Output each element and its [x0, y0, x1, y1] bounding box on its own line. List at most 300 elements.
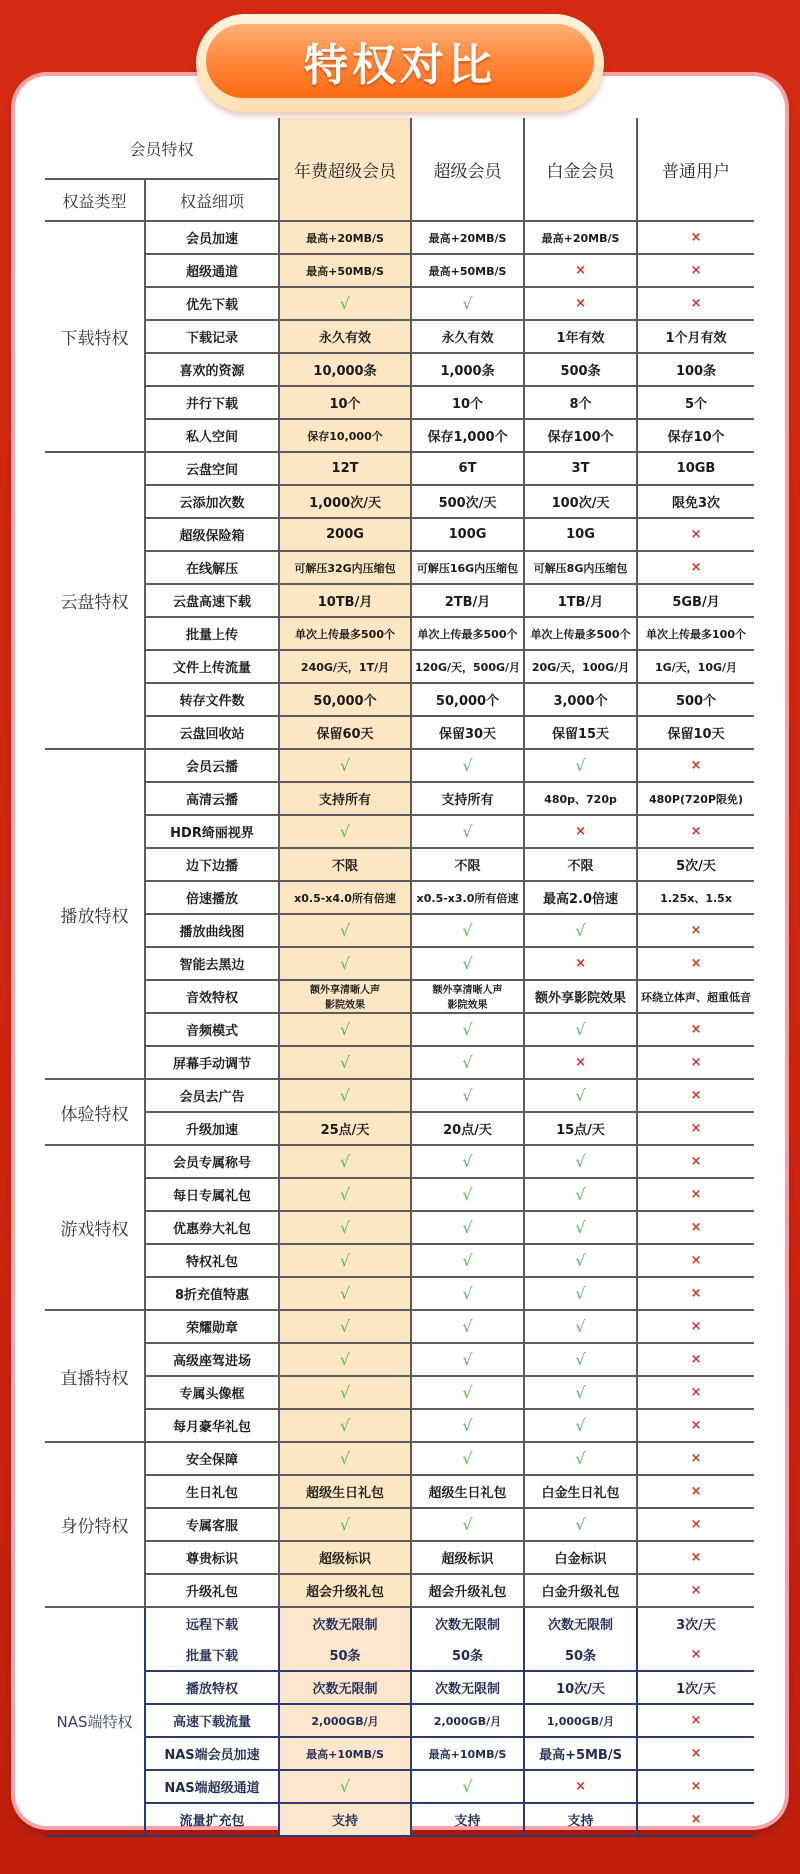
value-regular: 5GB/月: [672, 595, 720, 610]
check-icon: √: [462, 1185, 473, 1204]
value-regular: 1个月有效: [665, 331, 727, 346]
table-cell: [524, 485, 637, 518]
table-cell: [411, 980, 524, 1013]
table-row: [45, 650, 754, 683]
check-icon: √: [575, 1218, 586, 1237]
value-annual-super: 不限: [332, 859, 359, 874]
table-cell: [637, 1178, 754, 1211]
value-annual-super: 1,000次/天: [309, 496, 381, 511]
table-cell: [524, 254, 637, 287]
check-icon: √: [575, 756, 586, 775]
table-row: [45, 1508, 754, 1541]
header-group-label: 会员特权: [129, 139, 194, 159]
value-platinum: 次数无限制: [548, 1618, 614, 1633]
table-cell: [279, 1639, 411, 1671]
table-cell: [524, 1508, 637, 1541]
table-cell: [637, 584, 754, 617]
table-row: [45, 1671, 754, 1704]
table-cell: [637, 716, 754, 749]
value-super: 最高+50MB/S: [428, 264, 507, 278]
check-icon: √: [462, 1152, 473, 1171]
table-cell: [279, 485, 411, 518]
value-platinum: 最高2.0倍速: [543, 892, 619, 907]
benefit-item: 8折充值特惠: [145, 1277, 279, 1310]
table-cell: [411, 815, 524, 848]
table-cell: [524, 1079, 637, 1112]
table-cell: [637, 1046, 754, 1079]
value-regular: 保留10天: [667, 727, 725, 742]
table-cell: [411, 254, 524, 287]
table-cell: [411, 1704, 524, 1737]
check-icon: √: [339, 1053, 351, 1072]
value-regular: 5个: [684, 397, 708, 412]
table-cell: [279, 1409, 411, 1442]
table-cell: [524, 650, 637, 683]
table-row: [45, 848, 754, 881]
table-cell: [637, 1639, 754, 1671]
value-platinum: 3T: [571, 461, 590, 476]
table-cell: [279, 749, 411, 782]
check-icon: √: [575, 921, 586, 940]
table-cell: [524, 749, 637, 782]
check-icon: √: [575, 1185, 586, 1204]
cross-icon: ×: [690, 263, 702, 278]
table-cell: [279, 551, 411, 584]
table-cell: [279, 1607, 411, 1639]
table-cell: [524, 1013, 637, 1046]
table-row: [45, 1178, 754, 1211]
cross-icon: ×: [575, 263, 586, 278]
table-cell: [637, 1376, 754, 1409]
value-annual-super: 额外享清晰人声 影院效果: [310, 984, 381, 1011]
table-cell: [637, 1079, 754, 1112]
table-row: [45, 320, 754, 353]
value-super: 120G/天，500G/月: [415, 660, 521, 674]
check-icon: √: [575, 1020, 586, 1039]
table-cell: [524, 287, 637, 320]
section-label: 身份特权: [45, 1442, 145, 1607]
section-label: 直播特权: [45, 1310, 145, 1442]
table-cell: [524, 716, 637, 749]
benefit-item: 私人空间: [145, 419, 279, 452]
table-cell: [524, 947, 637, 980]
table-cell: [637, 1803, 754, 1836]
check-icon: √: [575, 1284, 586, 1303]
table-cell: [637, 1343, 754, 1376]
value-super: 50条: [451, 1649, 484, 1664]
section-label: NAS端特权: [45, 1607, 145, 1836]
table-row: [45, 254, 754, 287]
table-cell: [637, 485, 754, 518]
table-cell: [637, 254, 754, 287]
benefit-item: 升级加速: [145, 1112, 279, 1145]
header-type-label: 权益类型: [45, 179, 145, 221]
benefit-item: 会员加速: [145, 221, 279, 254]
benefit-item: 每月豪华礼包: [145, 1409, 279, 1442]
table-cell: [411, 518, 524, 551]
table-cell: [411, 617, 524, 650]
table-cell: [524, 1737, 637, 1770]
benefit-item: 荣耀勋章: [145, 1310, 279, 1343]
table-cell: [524, 1704, 637, 1737]
title-banner: [196, 14, 604, 112]
cross-icon: ×: [690, 1550, 702, 1565]
check-icon: √: [339, 1777, 351, 1796]
header-col-annual-super: 年费超级会员: [279, 118, 411, 221]
benefit-item: 高速下载流量: [145, 1704, 279, 1737]
table-cell: [524, 914, 637, 947]
table-cell: [411, 782, 524, 815]
table-cell: [411, 716, 524, 749]
value-super: 2,000GB/月: [433, 1714, 502, 1728]
table-cell: [637, 1409, 754, 1442]
value-regular: 480P(720P限免): [648, 792, 744, 806]
value-annual-super: 10个: [329, 397, 361, 412]
table-row: [45, 1244, 754, 1277]
check-icon: √: [462, 1284, 473, 1303]
value-platinum: 1TB/月: [557, 595, 604, 610]
table-cell: [524, 1475, 637, 1508]
benefit-item: 播放特权: [145, 1671, 279, 1704]
table-row: [45, 749, 754, 782]
table-cell: [524, 353, 637, 386]
table-cell: [411, 749, 524, 782]
check-icon: √: [462, 1251, 473, 1270]
value-super: 支持所有: [441, 793, 494, 808]
value-super: 次数无限制: [435, 1682, 501, 1697]
table-cell: [279, 1046, 411, 1079]
table-cell: [637, 1475, 754, 1508]
table-cell: [524, 1112, 637, 1145]
cross-icon: ×: [690, 1418, 702, 1433]
table-cell: [637, 1770, 754, 1803]
table-cell: [524, 683, 637, 716]
table-cell: [279, 320, 411, 353]
value-annual-super: 25点/天: [320, 1123, 370, 1138]
table-cell: [411, 1770, 524, 1803]
check-icon: √: [339, 1218, 351, 1237]
value-regular: 1次/天: [676, 1682, 716, 1697]
table-cell: [279, 1704, 411, 1737]
value-platinum: 保留15天: [551, 727, 610, 742]
value-annual-super: 最高+10MB/S: [306, 1747, 384, 1761]
table-cell: [411, 1277, 524, 1310]
table-row: [45, 1013, 754, 1046]
table-cell: [524, 452, 637, 485]
check-icon: √: [339, 1185, 351, 1204]
table-cell: [411, 1376, 524, 1409]
value-regular: 100条: [675, 364, 717, 379]
table-row: [45, 1079, 754, 1112]
value-annual-super: 240G/天，1T/月: [300, 660, 390, 674]
check-icon: √: [575, 1152, 586, 1171]
table-cell: [524, 1574, 637, 1607]
check-icon: √: [462, 1317, 473, 1336]
table-cell: [524, 221, 637, 254]
table-cell: [279, 683, 411, 716]
check-icon: √: [339, 954, 351, 973]
value-regular: 环绕立体声、超重低音: [641, 990, 752, 1004]
table-cell: [411, 1343, 524, 1376]
table-cell: [411, 1079, 524, 1112]
table-cell: [524, 1310, 637, 1343]
benefit-item: 优先下载: [145, 287, 279, 320]
benefit-item: 音效特权: [145, 980, 279, 1013]
cross-icon: ×: [690, 1352, 702, 1367]
privilege-comparison-table: [45, 118, 754, 1837]
benefit-item: 高清云播: [145, 782, 279, 815]
benefit-item: 喜欢的资源: [145, 353, 279, 386]
table-cell: [411, 353, 524, 386]
table-cell: [279, 947, 411, 980]
cross-icon: ×: [690, 1121, 702, 1136]
table-row: [45, 1475, 754, 1508]
value-annual-super: 支持: [332, 1814, 359, 1829]
benefit-item: 会员云播: [145, 749, 279, 782]
table-row: [45, 1737, 754, 1770]
table-cell: [279, 1475, 411, 1508]
value-annual-super: 保留60天: [316, 727, 374, 742]
cross-icon: ×: [690, 1517, 702, 1532]
benefit-item: 智能去黑边: [145, 947, 279, 980]
table-cell: [524, 1145, 637, 1178]
check-icon: √: [462, 1020, 473, 1039]
table-cell: [637, 1244, 754, 1277]
cross-icon: ×: [690, 1647, 702, 1662]
benefit-item: 生日礼包: [145, 1475, 279, 1508]
table-row: [45, 1310, 754, 1343]
table-cell: [411, 386, 524, 419]
benefit-item: 下载记录: [145, 320, 279, 353]
table-cell: [411, 1178, 524, 1211]
table-cell: [279, 1803, 411, 1836]
check-icon: √: [462, 1515, 473, 1534]
cross-icon: ×: [690, 1187, 702, 1202]
table-cell: [637, 980, 754, 1013]
check-icon: √: [575, 1383, 586, 1402]
value-platinum: 白金标识: [554, 1552, 607, 1567]
benefit-item: 文件上传流量: [145, 650, 279, 683]
table-cell: [279, 1574, 411, 1607]
table-cell: [411, 1442, 524, 1475]
value-super: 10个: [451, 397, 484, 412]
benefit-item: 批量上传: [145, 617, 279, 650]
value-platinum: 50条: [564, 1649, 597, 1664]
table-row: [45, 1803, 754, 1836]
table-cell: [637, 815, 754, 848]
value-super: 6T: [458, 461, 477, 476]
benefit-item: 超级保险箱: [145, 518, 279, 551]
check-icon: √: [462, 294, 473, 313]
check-icon: √: [462, 1777, 473, 1796]
check-icon: √: [575, 1317, 586, 1336]
table-cell: [279, 1442, 411, 1475]
value-regular: 3次/天: [676, 1618, 716, 1633]
table-cell: [411, 485, 524, 518]
table-cell: [411, 1508, 524, 1541]
table-row: [45, 1376, 754, 1409]
value-annual-super: 次数无限制: [312, 1682, 378, 1697]
table-cell: [279, 287, 411, 320]
table-row: [45, 1046, 754, 1079]
check-icon: √: [339, 294, 351, 313]
cross-icon: ×: [575, 1779, 586, 1794]
table-cell: [411, 320, 524, 353]
section-label: 下载特权: [45, 221, 145, 452]
table-cell: [637, 419, 754, 452]
table-cell: [279, 386, 411, 419]
benefit-item: 优惠券大礼包: [145, 1211, 279, 1244]
cross-icon: ×: [690, 1746, 702, 1761]
cross-icon: ×: [690, 1088, 702, 1103]
table-cell: [279, 848, 411, 881]
table-cell: [637, 782, 754, 815]
table-cell: [524, 584, 637, 617]
value-platinum: 可解压8G内压缩包: [533, 561, 628, 575]
table-cell: [637, 518, 754, 551]
table-cell: [411, 1244, 524, 1277]
table-row: [45, 1607, 754, 1639]
table-row: [45, 815, 754, 848]
table-cell: [411, 1475, 524, 1508]
table-row: [45, 1704, 754, 1737]
table-cell: [524, 1376, 637, 1409]
table-row: [45, 1574, 754, 1607]
page-title: 特权对比: [304, 40, 496, 91]
benefit-item: 云盘空间: [145, 452, 279, 485]
table-cell: [279, 782, 411, 815]
cross-icon: ×: [690, 1451, 702, 1466]
table-cell: [279, 1013, 411, 1046]
table-cell: [411, 1803, 524, 1836]
benefit-item: 在线解压: [145, 551, 279, 584]
table-row: [45, 353, 754, 386]
benefit-item: 边下边播: [145, 848, 279, 881]
table-cell: [524, 1409, 637, 1442]
table-cell: [637, 320, 754, 353]
table-cell: [524, 1770, 637, 1803]
benefit-item: HDR绮丽视界: [145, 815, 279, 848]
table-cell: [411, 1211, 524, 1244]
table-cell: [524, 1343, 637, 1376]
cross-icon: ×: [575, 1055, 586, 1070]
value-annual-super: 12T: [331, 461, 359, 476]
cross-icon: ×: [690, 1779, 702, 1794]
value-regular: 限免3次: [671, 496, 721, 511]
cross-icon: ×: [575, 956, 586, 971]
table-cell: [637, 221, 754, 254]
cross-icon: ×: [690, 758, 702, 773]
table-cell: [411, 452, 524, 485]
table-cell: [637, 1574, 754, 1607]
cross-icon: ×: [690, 1286, 702, 1301]
table-cell: [637, 848, 754, 881]
table-cell: [411, 221, 524, 254]
table-row: [45, 617, 754, 650]
check-icon: √: [462, 954, 473, 973]
value-platinum: 1,000GB/月: [546, 1714, 615, 1728]
table-row: [45, 683, 754, 716]
table-cell: [279, 1079, 411, 1112]
value-platinum: 最高+5MB/S: [539, 1748, 622, 1763]
check-icon: √: [575, 1449, 586, 1468]
value-annual-super: 200G: [326, 527, 364, 542]
check-icon: √: [462, 822, 473, 841]
value-platinum: 最高+20MB/S: [541, 231, 620, 245]
value-super: 最高+10MB/S: [428, 1747, 507, 1761]
benefit-item: 批量下载: [145, 1639, 279, 1671]
benefit-item: 升级礼包: [145, 1574, 279, 1607]
table-cell: [411, 1574, 524, 1607]
value-platinum: 白金生日礼包: [541, 1486, 620, 1501]
table-cell: [411, 1112, 524, 1145]
value-annual-super: 最高+50MB/S: [306, 264, 384, 278]
value-annual-super: 最高+20MB/S: [306, 231, 384, 245]
benefit-item: 云添加次数: [145, 485, 279, 518]
value-super: 支持: [454, 1814, 481, 1829]
benefit-item: 屏幕手动调节: [145, 1046, 279, 1079]
value-annual-super: 单次上传最多500个: [295, 627, 395, 641]
table-cell: [637, 914, 754, 947]
table-row: [45, 782, 754, 815]
value-annual-super: 超级标识: [319, 1552, 372, 1567]
cross-icon: ×: [690, 1154, 702, 1169]
table-cell: [411, 1607, 524, 1639]
check-icon: √: [462, 1383, 473, 1402]
table-cell: [637, 617, 754, 650]
table-cell: [524, 1046, 637, 1079]
value-super: 单次上传最多500个: [417, 627, 518, 641]
value-super: 额外享清晰人声 影院效果: [432, 984, 503, 1011]
value-super: 50,000个: [435, 694, 500, 709]
check-icon: √: [339, 1449, 351, 1468]
table-cell: [279, 1112, 411, 1145]
check-icon: √: [339, 1086, 351, 1105]
table-cell: [411, 914, 524, 947]
value-platinum: 不限: [567, 859, 594, 874]
check-icon: √: [339, 822, 351, 841]
cross-icon: ×: [690, 1812, 702, 1827]
value-super: 次数无限制: [435, 1618, 501, 1633]
table-row: [45, 947, 754, 980]
table-cell: [411, 1671, 524, 1704]
cross-icon: ×: [690, 296, 702, 311]
value-platinum: 480p、720p: [544, 792, 617, 806]
table-cell: [279, 1671, 411, 1704]
table-cell: [279, 254, 411, 287]
table-cell: [411, 1409, 524, 1442]
table-cell: [637, 1737, 754, 1770]
benefit-item: NAS端超级通道: [145, 1770, 279, 1803]
value-platinum: 500条: [560, 364, 601, 379]
table-row: [45, 518, 754, 551]
table-cell: [524, 1277, 637, 1310]
benefit-item: 每日专属礼包: [145, 1178, 279, 1211]
check-icon: √: [339, 921, 351, 940]
check-icon: √: [339, 1350, 351, 1369]
table-cell: [637, 1607, 754, 1639]
table-cell: [524, 518, 637, 551]
value-annual-super: 支持所有: [319, 793, 372, 808]
value-super: 最高+20MB/S: [428, 231, 507, 245]
table-cell: [279, 452, 411, 485]
benefit-item: 云盘高速下载: [145, 584, 279, 617]
value-annual-super: 2,000GB/月: [311, 1714, 379, 1728]
table-cell: [524, 980, 637, 1013]
table-row: [45, 1541, 754, 1574]
table-cell: [524, 1607, 637, 1639]
table-cell: [637, 1442, 754, 1475]
